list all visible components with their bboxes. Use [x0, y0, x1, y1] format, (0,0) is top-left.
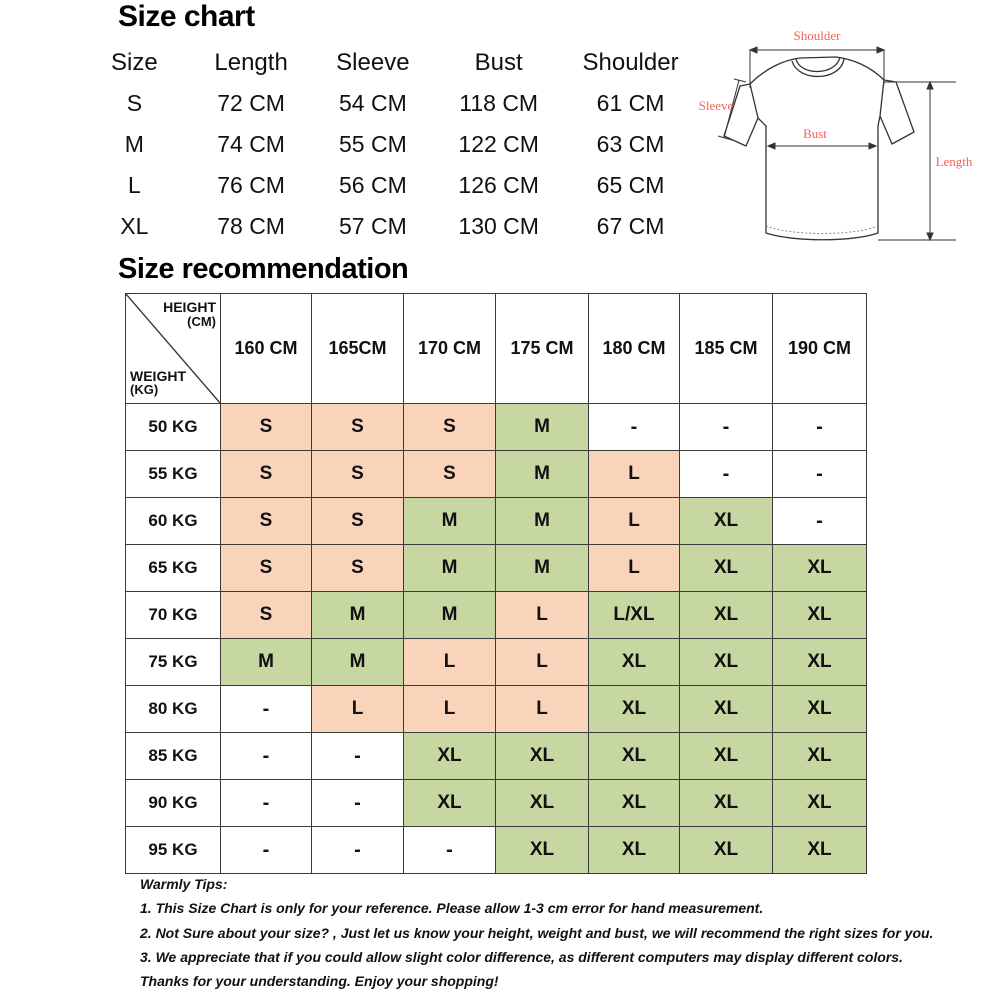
- grid-cell: XL: [589, 827, 680, 874]
- size-chart-cell-shoulder: 61 CM: [596, 90, 665, 116]
- size-chart-col-sleeve: Sleeve: [336, 48, 410, 76]
- size-chart-row: [78, 206, 698, 247]
- size-chart-col-size: Size: [111, 48, 158, 76]
- grid-weight-axis-text: WEIGHT: [130, 367, 186, 384]
- grid-cell: XL: [773, 592, 867, 639]
- grid-data-row: [126, 733, 867, 780]
- size-chart-col-length: Length: [214, 48, 288, 76]
- grid-weight-row-header: 80 KG: [126, 686, 221, 733]
- size-chart-cell-bust: 122 CM: [458, 131, 539, 157]
- grid-cell: XL: [680, 733, 773, 780]
- grid-cell: XL: [680, 498, 773, 545]
- grid-cell: XL: [773, 639, 867, 686]
- grid-cell: L: [496, 592, 589, 639]
- grid-cell: M: [496, 451, 589, 498]
- grid-data-row: [126, 592, 867, 639]
- grid-weight-row-header: 65 KG: [126, 545, 221, 592]
- grid-cell: XL: [404, 733, 496, 780]
- grid-data-row: [126, 639, 867, 686]
- grid-cell: -: [680, 451, 773, 498]
- grid-cell: XL: [496, 827, 589, 874]
- size-chart-cell-sleeve: 57 CM: [339, 213, 407, 239]
- grid-height-col-175: 175 CM: [496, 294, 589, 404]
- grid-cell: L: [589, 498, 680, 545]
- size-chart-cell-length: 72 CM: [217, 90, 285, 116]
- grid-cell: -: [221, 827, 312, 874]
- grid-weight-row-header: 90 KG: [126, 780, 221, 827]
- grid-weight-axis-label: [130, 369, 186, 397]
- size-chart-header-row: [78, 42, 698, 83]
- grid-weight-row-header: 75 KG: [126, 639, 221, 686]
- warmly-tips-section: [140, 874, 970, 995]
- grid-cell: M: [312, 592, 404, 639]
- grid-cell: M: [404, 498, 496, 545]
- grid-height-col-190: 190 CM: [773, 294, 867, 404]
- grid-cell: S: [221, 404, 312, 451]
- size-chart-cell-shoulder: 65 CM: [596, 172, 665, 198]
- length-label: Length: [935, 154, 973, 169]
- grid-cell: S: [221, 592, 312, 639]
- grid-height-col-165: 165CM: [312, 294, 404, 404]
- size-chart-cell-length: 76 CM: [217, 172, 285, 198]
- grid-cell: -: [312, 780, 404, 827]
- grid-cell: S: [404, 451, 496, 498]
- grid-cell: -: [221, 780, 312, 827]
- bust-dimension-line: [768, 143, 876, 149]
- tips-line-2: 2. Not Sure about your size? , Just let us know your height, weight and bust, we will recommend the right sizes for you.: [140, 924, 934, 941]
- grid-cell: XL: [680, 780, 773, 827]
- grid-cell: XL: [773, 686, 867, 733]
- grid-height-col-185: 185 CM: [680, 294, 773, 404]
- grid-height-col-180: 180 CM: [589, 294, 680, 404]
- grid-cell: M: [312, 639, 404, 686]
- size-chart-cell-bust: 118 CM: [459, 90, 539, 116]
- size-chart-cell-size: S: [126, 90, 143, 116]
- grid-cell: XL: [589, 639, 680, 686]
- grid-height-axis-unit: (CM): [187, 313, 216, 329]
- size-chart-row: [78, 124, 698, 165]
- tshirt-outline-icon: [724, 57, 914, 240]
- grid-height-axis-label: [163, 300, 216, 328]
- grid-corner-cell: [126, 294, 221, 404]
- grid-weight-row-header: 60 KG: [126, 498, 221, 545]
- grid-cell: -: [404, 827, 496, 874]
- grid-cell: XL: [680, 545, 773, 592]
- size-chart-row: [78, 83, 698, 124]
- grid-cell: -: [589, 404, 680, 451]
- grid-cell: S: [221, 545, 312, 592]
- grid-header-row: [126, 294, 867, 404]
- grid-cell: XL: [680, 686, 773, 733]
- hem-guide-line: [766, 226, 878, 234]
- grid-cell: L: [496, 686, 589, 733]
- grid-cell: L: [312, 686, 404, 733]
- grid-cell: -: [680, 404, 773, 451]
- size-chart-cell-bust: 126 CM: [458, 172, 539, 198]
- tshirt-measurement-diagram: [688, 18, 993, 263]
- grid-cell: M: [496, 545, 589, 592]
- grid-cell: XL: [589, 733, 680, 780]
- size-chart-cell-shoulder: 63 CM: [596, 131, 665, 157]
- grid-cell: XL: [589, 780, 680, 827]
- grid-cell: -: [221, 733, 312, 780]
- grid-cell: M: [496, 404, 589, 451]
- tips-line-4: Thanks for your understanding. Enjoy your shopping!: [140, 973, 499, 990]
- grid-cell: L: [589, 545, 680, 592]
- grid-cell: XL: [404, 780, 496, 827]
- grid-cell: XL: [496, 780, 589, 827]
- grid-cell: -: [773, 498, 867, 545]
- grid-cell: -: [773, 404, 867, 451]
- grid-cell: L: [404, 686, 496, 733]
- grid-cell: -: [312, 827, 404, 874]
- grid-weight-row-header: 70 KG: [126, 592, 221, 639]
- grid-cell: S: [312, 498, 404, 545]
- grid-cell: L: [404, 639, 496, 686]
- grid-cell: XL: [773, 545, 867, 592]
- grid-cell: L: [496, 639, 589, 686]
- grid-cell: -: [773, 451, 867, 498]
- grid-height-col-160: 160 CM: [221, 294, 312, 404]
- shoulder-label: Shoulder: [793, 28, 841, 43]
- grid-data-row: [126, 498, 867, 545]
- grid-cell: S: [312, 451, 404, 498]
- size-chart-cell-bust: 130 CM: [458, 213, 539, 239]
- grid-cell: XL: [680, 827, 773, 874]
- grid-weight-row-header: 95 KG: [126, 827, 221, 874]
- bust-label: Bust: [803, 126, 827, 141]
- size-chart-cell-length: 78 CM: [217, 213, 285, 239]
- size-chart-cell-size: M: [124, 131, 144, 157]
- grid-cell: S: [221, 451, 312, 498]
- grid-weight-axis-unit: (KG): [130, 382, 159, 398]
- grid-cell: -: [312, 733, 404, 780]
- grid-height-axis-text: HEIGHT: [163, 299, 216, 315]
- grid-cell: XL: [773, 733, 867, 780]
- grid-cell: M: [404, 545, 496, 592]
- size-chart-row: [78, 165, 698, 206]
- grid-data-row: [126, 827, 867, 874]
- grid-weight-row-header: 50 KG: [126, 404, 221, 451]
- grid-data-row: [126, 404, 867, 451]
- grid-cell: XL: [680, 592, 773, 639]
- grid-cell: L: [589, 451, 680, 498]
- size-recommendation-grid: [125, 293, 867, 874]
- grid-cell: XL: [773, 827, 867, 874]
- grid-weight-row-header: 55 KG: [126, 451, 221, 498]
- size-chart-col-bust: Bust: [474, 48, 523, 76]
- grid-cell: L/XL: [589, 592, 680, 639]
- size-chart-cell-size: L: [127, 172, 141, 198]
- grid-data-row: [126, 545, 867, 592]
- grid-cell: S: [221, 498, 312, 545]
- size-chart-cell-sleeve: 56 CM: [339, 172, 407, 198]
- grid-cell: XL: [496, 733, 589, 780]
- size-chart-col-shoulder: Shoulder: [582, 48, 679, 76]
- grid-cell: M: [404, 592, 496, 639]
- grid-data-row: [126, 451, 867, 498]
- tips-line-1: 1. This Size Chart is only for your reference. Please allow 1-3 cm error for hand measurement.: [140, 900, 764, 917]
- grid-data-row: [126, 780, 867, 827]
- grid-height-col-170: 170 CM: [404, 294, 496, 404]
- grid-cell: M: [221, 639, 312, 686]
- size-chart-cell-size: XL: [120, 213, 149, 239]
- grid-cell: M: [496, 498, 589, 545]
- page-title-size-recommendation: Size recommendation: [118, 253, 409, 285]
- grid-cell: S: [312, 545, 404, 592]
- grid-cell: XL: [773, 780, 867, 827]
- grid-cell: S: [312, 404, 404, 451]
- tips-line-3: 3. We appreciate that if you could allow slight color difference, as different computers may display different colors.: [140, 948, 903, 965]
- grid-cell: XL: [680, 639, 773, 686]
- grid-weight-row-header: 85 KG: [126, 733, 221, 780]
- size-chart-cell-sleeve: 55 CM: [339, 131, 407, 157]
- size-chart-cell-sleeve: 54 CM: [339, 90, 407, 116]
- tips-title: Warmly Tips:: [140, 876, 228, 892]
- grid-cell: S: [404, 404, 496, 451]
- size-chart-table: [78, 42, 698, 247]
- sleeve-label: Sleeve: [698, 98, 734, 113]
- grid-cell: -: [221, 686, 312, 733]
- page-title-size-chart: Size chart: [118, 0, 255, 33]
- grid-data-row: [126, 686, 867, 733]
- grid-cell: XL: [589, 686, 680, 733]
- size-chart-cell-length: 74 CM: [217, 131, 285, 157]
- size-chart-cell-shoulder: 67 CM: [596, 213, 665, 239]
